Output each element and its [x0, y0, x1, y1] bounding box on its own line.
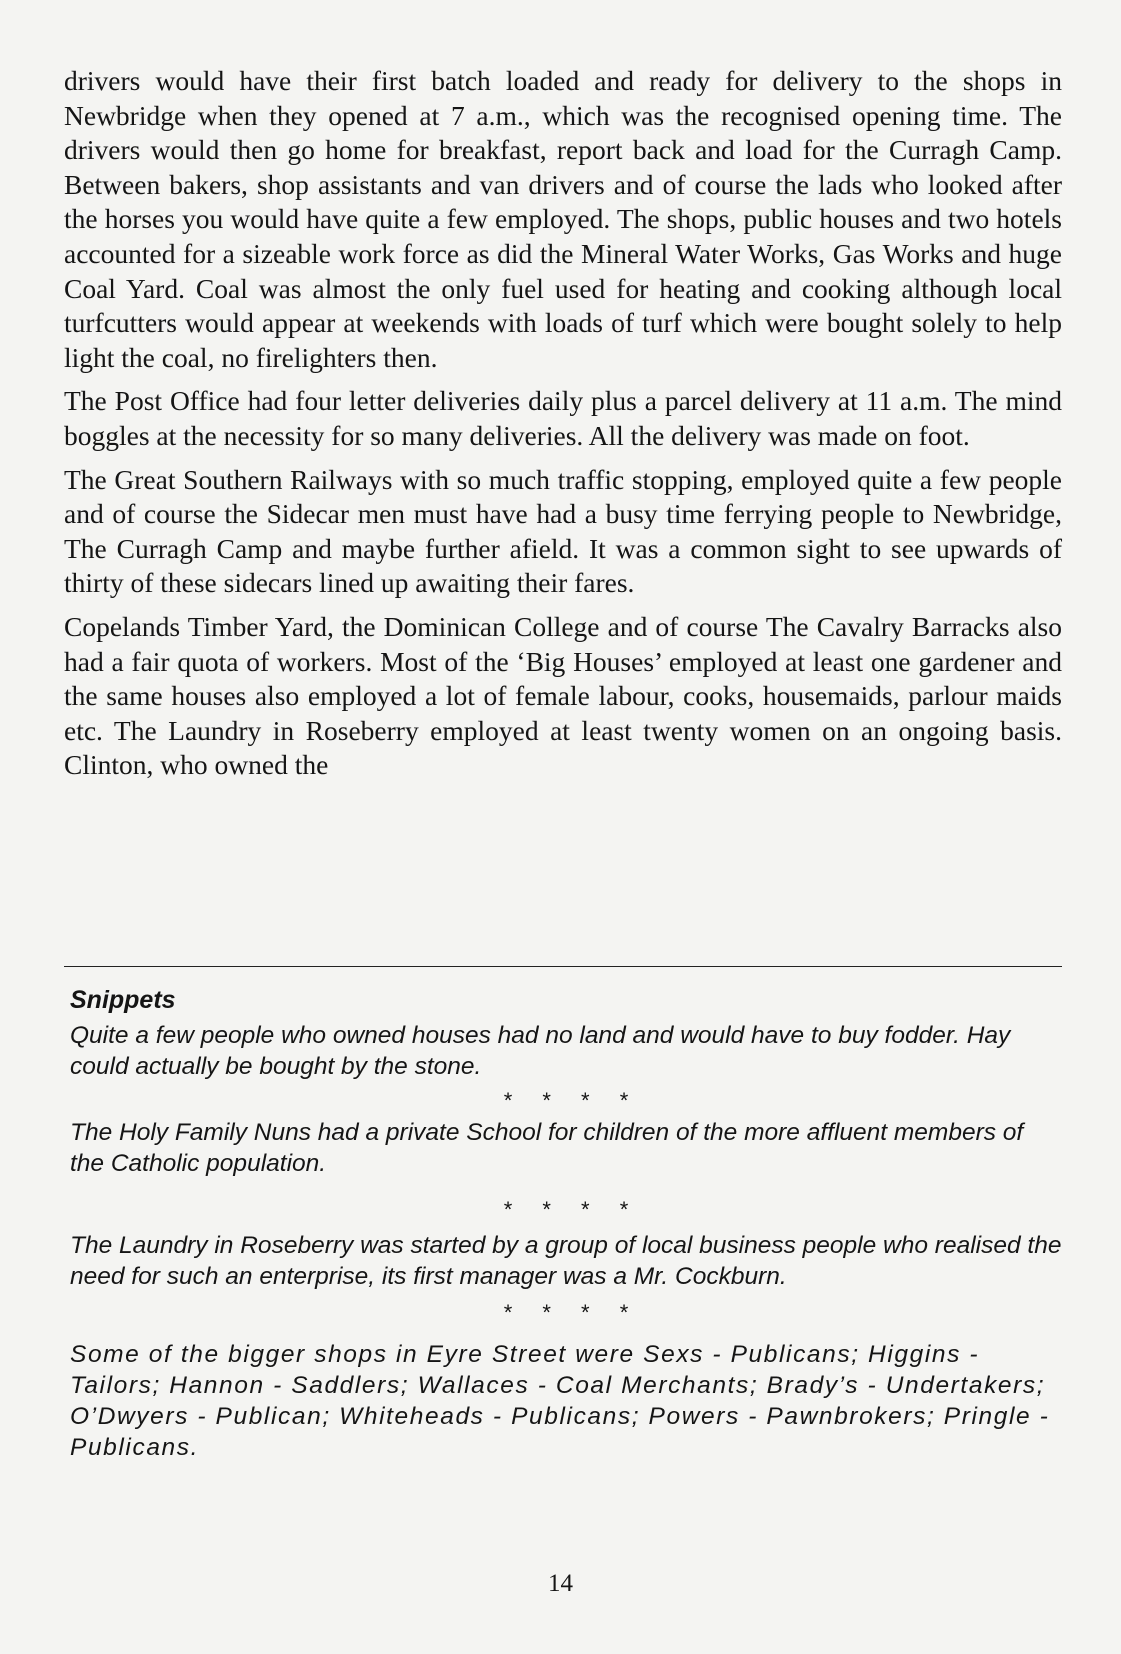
section-divider: [64, 966, 1062, 967]
snippets-box: [70, 985, 1062, 1463]
paragraph-1: drivers would have their first batch loaded and ready for delivery to the shops in Newbridge when they opened at 7 a.m., which was the recognised opening time. The drivers would then go home for breakfast, report back and load for the Curragh Camp. Between bakers, shop assistants and van drivers and of course the lads who looked after the horses you would have quite a few employed. The shops, public houses and two hotels accounted for a sizeable work force as did the Mineral Water Works, Gas Works and huge Coal Yard. Coal was almost the only fuel used for heating and cooking although local turfcutters would appear at weekends with loads of turf which were bought solely to help light the coal, no firelighters then.: [64, 65, 1062, 373]
snippet-3: The Laundry in Roseberry was started by a group of local business people who realised the need for such an enterprise, its first manager was a Mr. Cockburn.: [70, 1232, 1062, 1290]
paragraph-4: Copelands Timber Yard, the Dominican College and of course The Cavalry Barracks also had a fair quota of workers. Most of the ‘Big Houses’ employed at least one gardener and the same houses also employed a lot of female labour, cooks, housemaids, parlour maids etc. The Laundry in Roseberry employed at least twenty women on an ongoing basis. Clinton, who owned the: [64, 610, 1062, 781]
snippet-separator: * * * *: [503, 1197, 629, 1222]
snippet-2: The Holy Family Nuns had a private School for children of the more affluent members of the Catholic population.: [70, 1119, 1024, 1177]
paragraph-2: The Post Office had four letter deliveries daily plus a parcel delivery at 11 a.m. The mind boggles at the necessity for so many deliveries. All the delivery was made on foot.: [64, 385, 1062, 451]
snippet-separator: * * * *: [503, 1300, 629, 1325]
body-text: [64, 64, 1062, 792]
paragraph-3: The Great Southern Railways with so much traffic stopping, employed quite a few people and of course the Sidecar men must have had a busy time ferrying people to Newbridge, The Curragh Camp and maybe further afield. It was a common sight to see upwards of thirty of these sidecars lined up awaiting their fares.: [64, 463, 1062, 599]
snippet-4: Some of the bigger shops in Eyre Street were Sexs - Publicans; Higgins - Tailors; Hannon - Saddlers; Wallaces - Coal Merchants; Brady’s - Undertakers; O’Dwyers - Publican; Whiteheads - Publicans; Powers - Pawnbrokers; Pringle - Publicans.: [70, 1341, 1050, 1461]
snippet-separator: * * * *: [503, 1088, 629, 1113]
snippets-heading: Snippets: [70, 986, 176, 1014]
snippet-1: Quite a few people who owned houses had no land and would have to buy fodder. Hay could actually be bought by the stone.: [70, 1022, 1011, 1080]
page-number: 14: [548, 1570, 573, 1597]
